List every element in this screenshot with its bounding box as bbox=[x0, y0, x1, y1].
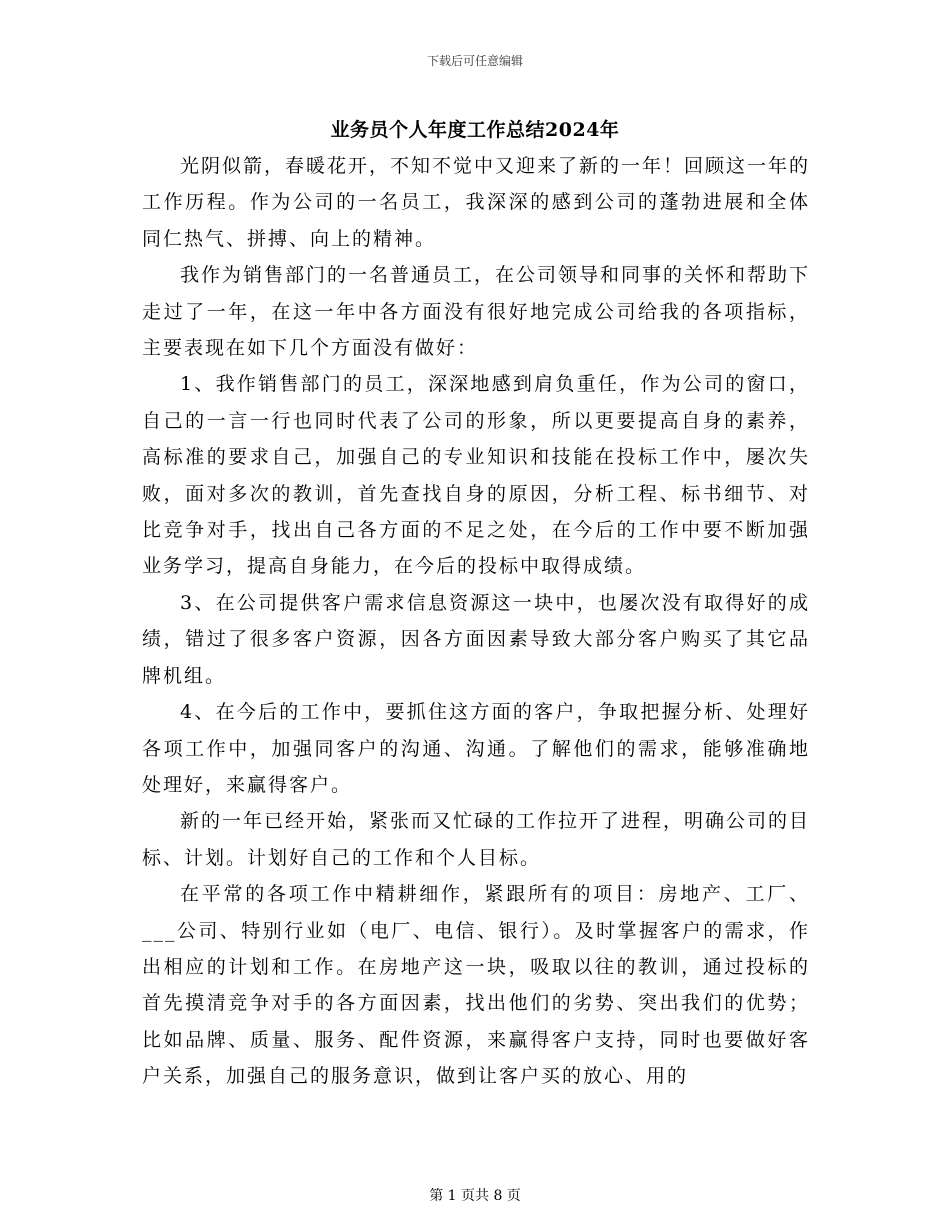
document-title: 业务员个人年度工作总结2024年 bbox=[330, 119, 620, 141]
paragraph-point-4: 4、在今后的工作中，要抓住这方面的客户，争取把握分析、处理好各项工作中，加强同客户的沟通、沟通。了解他们的需求，能够准确地处理好，来赢得客户。 bbox=[142, 701, 810, 796]
paragraph-new-year: 新的一年已经开始，紧张而又忙碌的工作拉开了进程，明确公司的目标、计划。计划好自己的工作和个人目标。 bbox=[142, 810, 811, 869]
page-number: 第 1 页共 8 页 bbox=[429, 1188, 521, 1204]
paragraph-shortcomings: 我作为销售部门的一名普通员工，在公司领导和同事的关怀和帮助下走过了一年，在这一年中各方面没有很好地完成公司给我的各项指标，主要表现在如下几个方面没有做好： bbox=[142, 264, 811, 360]
paragraph-work-plan: 在平常的各项工作中精耕细作，紧跟所有的项目：房地产、工厂、___公司、特别行业如（电厂、电信、银行）。及时掌握客户的需求，作出相应的计划和工作。在房地产这一块，吸取以往的教训，通过投标的首先摸清竞争对手的各方面因素，找出他们的劣势、突出我们的优势；比如品牌、质量、服务、配件资源，来赢得客户支持，同时也要做好客户关系，加强自己的服务意识，做到让客户买的放心、用的 bbox=[142, 883, 810, 1088]
paragraph-point-3: 3、在公司提供客户需求信息资源这一块中，也屡次没有取得好的成绩，错过了很多客户资源，因各方面因素导致大部分客户购买了其它品牌机组。 bbox=[142, 591, 810, 687]
page-header-note: 下载后可任意编辑 bbox=[426, 54, 523, 68]
paragraph-intro: 光阴似箭，春暖花开，不知不觉中又迎来了新的一年！回顾这一年的工作历程。作为公司的一名员工，我深深的感到公司的蓬勃进展和全体同仁热气、拼搏、向上的精神。 bbox=[142, 155, 811, 250]
document-body bbox=[142, 148, 810, 1095]
paragraph-point-1: 1、我作销售部门的员工，深深地感到肩负重任，作为公司的窗口，自己的一言一行也同时代表了公司的形象，所以更要提高自身的素养，高标准的要求自己，加强自己的专业知识和技能在投标工作中，屡次失败，面对多次的教训，首先查找自身的原因，分析工程、标书细节、对比竞争对手，找出自己各方面的不足之处，在今后的工作中要不断加强业务学习，提高自身能力，在今后的投标中取得成绩。 bbox=[142, 373, 810, 578]
